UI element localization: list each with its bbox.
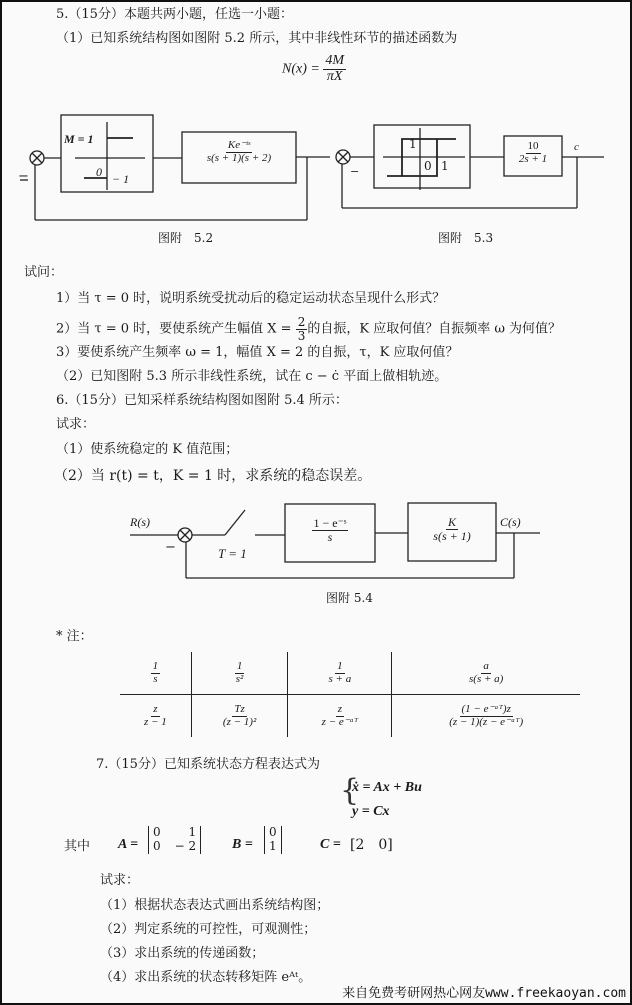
q7-B-label: B = <box>232 837 253 852</box>
q5-item-3: 3）要使系统产生频率 ω = 1，幅值 X = 2 的自振，τ，K 应取何值？ <box>56 345 459 360</box>
q7-item-3: （3）求出系统的传递函数； <box>100 946 265 961</box>
fig54-zoh-num: 1 − e⁻ˢ <box>313 516 347 530</box>
fig54-zoh-den: s <box>327 529 333 544</box>
q7-item-1: （1）根据状态表达式画出系统结构图； <box>100 898 330 913</box>
matrix-C: [2 0] <box>350 837 393 853</box>
fig52-relay-M: M = 1 <box>64 132 94 146</box>
table-row <box>120 652 580 695</box>
table-cell: $\frac{z}{\text{z − e⁻ᵃᵀ}}$ <box>288 695 392 738</box>
table-cell: $\frac{\text{(1 − e⁻ᵃᵀ)z}}{\text{(z − 1)(z − e⁻ᵃᵀ)}}$ <box>392 695 580 738</box>
fig52-diagram <box>20 115 330 220</box>
fig52-minus: − <box>18 169 29 184</box>
q5-part1-intro: （1）已知系统结构图如图附 5.2 所示，其中非线性环节的描述函数为 <box>56 31 458 46</box>
q5-ask: 试问： <box>24 265 64 280</box>
q7-item-2: （2）判定系统的可控性，可观测性； <box>100 922 317 937</box>
q7-where: 其中 <box>64 839 91 854</box>
fig53-hyst-one-y: 1 <box>409 137 417 151</box>
z-transform-table <box>120 652 580 737</box>
q6-item-2: （2）当 r(t) = t，K = 1 时，求系统的稳态误差。 <box>54 468 372 484</box>
df-num: 4M <box>325 53 344 68</box>
fig53-hyst-one-x: 1 <box>441 159 449 173</box>
fig53-minus: − <box>350 165 360 178</box>
fig53-output: c <box>574 141 579 153</box>
q6-header: 6.（15分）已知采样系统结构图如图附 5.4 所示： <box>56 393 348 408</box>
fig52-plant-tf <box>182 140 296 164</box>
table-row <box>120 695 580 738</box>
fig52-relay-neg: − 1 <box>112 172 130 186</box>
q5-header: 5.（15分）本题共两小题，任选一小题： <box>56 7 293 22</box>
matrix-A: 0 1 0 − 2 <box>148 826 201 854</box>
watermark[interactable]: 来自免费考研网热心网友www.freekaoyan.com <box>342 982 626 1001</box>
q5-item-1: 1）当 τ = 0 时，说明系统受扰动后的稳定运动状态呈现什么形式？ <box>56 291 446 306</box>
table-cell: $\frac{a}{s(s + a)}$ <box>392 652 580 695</box>
fig52-plant-num: Ke⁻ᵗˢ <box>227 139 251 151</box>
df-lhs: N(x) = <box>282 61 320 77</box>
fig54-plant-tf <box>408 516 496 542</box>
q7-eq2: y = Cx <box>352 804 390 819</box>
q6-item-1: （1）使系统稳定的 K 值范围； <box>56 442 239 457</box>
fig54-sampler-label: T = 1 <box>218 546 247 561</box>
table-cell: $\frac{1}{\text{s²}}$ <box>191 652 288 695</box>
q5-item-2 <box>56 316 561 342</box>
fig53-diagram <box>336 125 604 208</box>
fig53-caption: 图附 5.3 <box>438 231 494 245</box>
frac-x-num: 2 <box>297 315 306 329</box>
fig53-hyst-zero: 0 <box>424 159 432 173</box>
fig54-zoh-tf <box>285 517 375 543</box>
table-cell: $\frac{1}{s}$ <box>120 652 191 695</box>
matrix-B: 0 1 <box>264 826 282 854</box>
fig54-minus: − <box>165 540 176 555</box>
fig53-plant-den: 2s + 1 <box>518 152 548 165</box>
df-den: πX <box>326 68 343 84</box>
q7-eq1: ẋ = Ax + Bu <box>352 780 422 795</box>
table-cell: $\frac{1}{s + a}$ <box>288 652 392 695</box>
q6-ask: 试求： <box>56 417 96 432</box>
frac-x-den: 3 <box>297 328 306 343</box>
q7-header: 7.（15分）已知系统状态方程表达式为 <box>96 757 320 772</box>
q7-A-label: A = <box>118 837 139 852</box>
fig54-caption: 图附 5.4 <box>326 591 373 605</box>
note-label: * 注： <box>56 629 93 644</box>
fig54-input: R(s) <box>130 515 150 529</box>
table-cell: $\frac{Tz}{\text{(z − 1)²}}$ <box>191 695 288 738</box>
q5-item-2-b: 的自振，K 应取何值？自振频率 ω 为何值？ <box>307 321 562 337</box>
table-cell: $\frac{z}{z - 1}$ <box>144 702 167 728</box>
fig52-relay-zero: 0 <box>96 165 102 179</box>
fig53-plant-tf <box>504 141 562 165</box>
q7-item-4: （4）求出系统的状态转移矩阵 eᴬᵗ。 <box>100 970 312 985</box>
fig54-plant-den: s(s + 1) <box>433 528 471 543</box>
fig54-sampler-switch <box>225 510 245 535</box>
fig53-plant-num: 10 <box>527 140 539 152</box>
q7-ask: 试求： <box>100 873 140 888</box>
fig52-caption: 图附 5.2 <box>158 231 214 245</box>
q5-part2: （2）已知图附 5.3 所示非线性系统，试在 c − ċ 平面上做相轨迹。 <box>56 369 448 384</box>
q7-C-label: C = <box>320 837 341 852</box>
fig54-output: C(s) <box>500 515 521 529</box>
fig54-plant-num: K <box>447 515 456 529</box>
fig52-plant-den: s(s + 1)(s + 2) <box>206 151 272 164</box>
q5-item-2-a: 2）当 τ = 0 时，要使系统产生幅值 X = <box>56 321 296 337</box>
brace-icon: { <box>340 773 360 808</box>
